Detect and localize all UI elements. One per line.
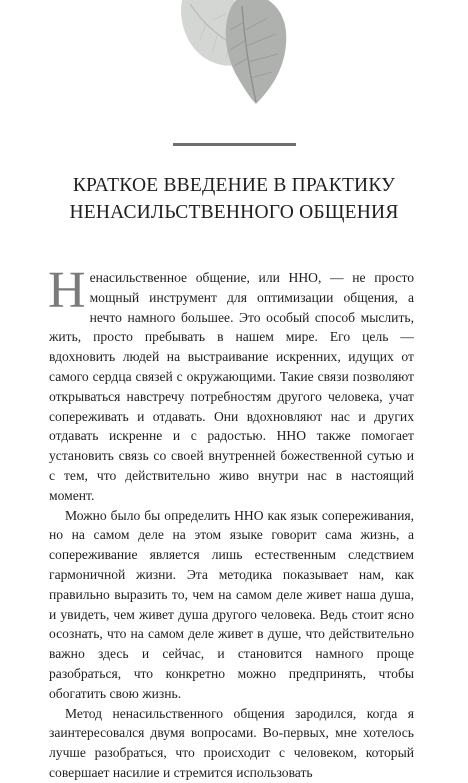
chapter-title-line-2: НЕНАСИЛЬСТВЕННОГО ОБЩЕНИЯ [69,202,399,223]
paragraph-1-text: енасильственное общение, или ННО, — не просто мощный инструмент для оптимизации общения, а нечто намного большее. Это особый способ мыслить, жить, просто пребывать в нашем мире. Его цель — вдохновить людей на выстраивание искренних, идущих от самого сердца связей с окружающими. Такие связи позволяют открываться навстречу потребностям другого человека, учат сопереживать и отдавать. Они вдохновляют нас и других отдавать искренне и с радостью. ННО также помогает установить связь со своей внутренней божественной сутью и с тем, что действительно живо внутри нас в настоящий момент. [49,270,414,503]
paragraph-2: Можно было бы определить ННО как язык сопереживания, но на самом деле на этом языке говорит сама жизнь, а сопереживание является лишь естественным следствием гармоничной жизни. Эта методика показывает нам, как правильно выразить то, чем на самом деле живет наша душа, и увидеть, чем живет душа другого человека. Ведь стоит ясно осознать, что на самом деле живет в душе, что действительно важно здесь и сейчас, и становится намного проще разобраться, что конкретно можно предпринять, чтобы обогатить свою жизнь. [49,507,414,701]
chapter-title [30,172,438,226]
section-divider [173,143,296,146]
leaves-illustration [172,0,302,106]
paragraph-1 [48,262,414,506]
paragraph-3: Метод ненасильственного общения зародился, когда я заинтересовался двумя вопросами. Во-первых, мне хотелось лучше разобраться, что происходит с человеком, который совершает насилие и стремится использовать [49,705,414,780]
chapter-title-line-1: КРАТКОЕ ВВЕДЕНИЕ В ПРАКТИКУ [72,175,396,196]
body-text [48,262,414,783]
drop-cap: Н [48,262,86,319]
